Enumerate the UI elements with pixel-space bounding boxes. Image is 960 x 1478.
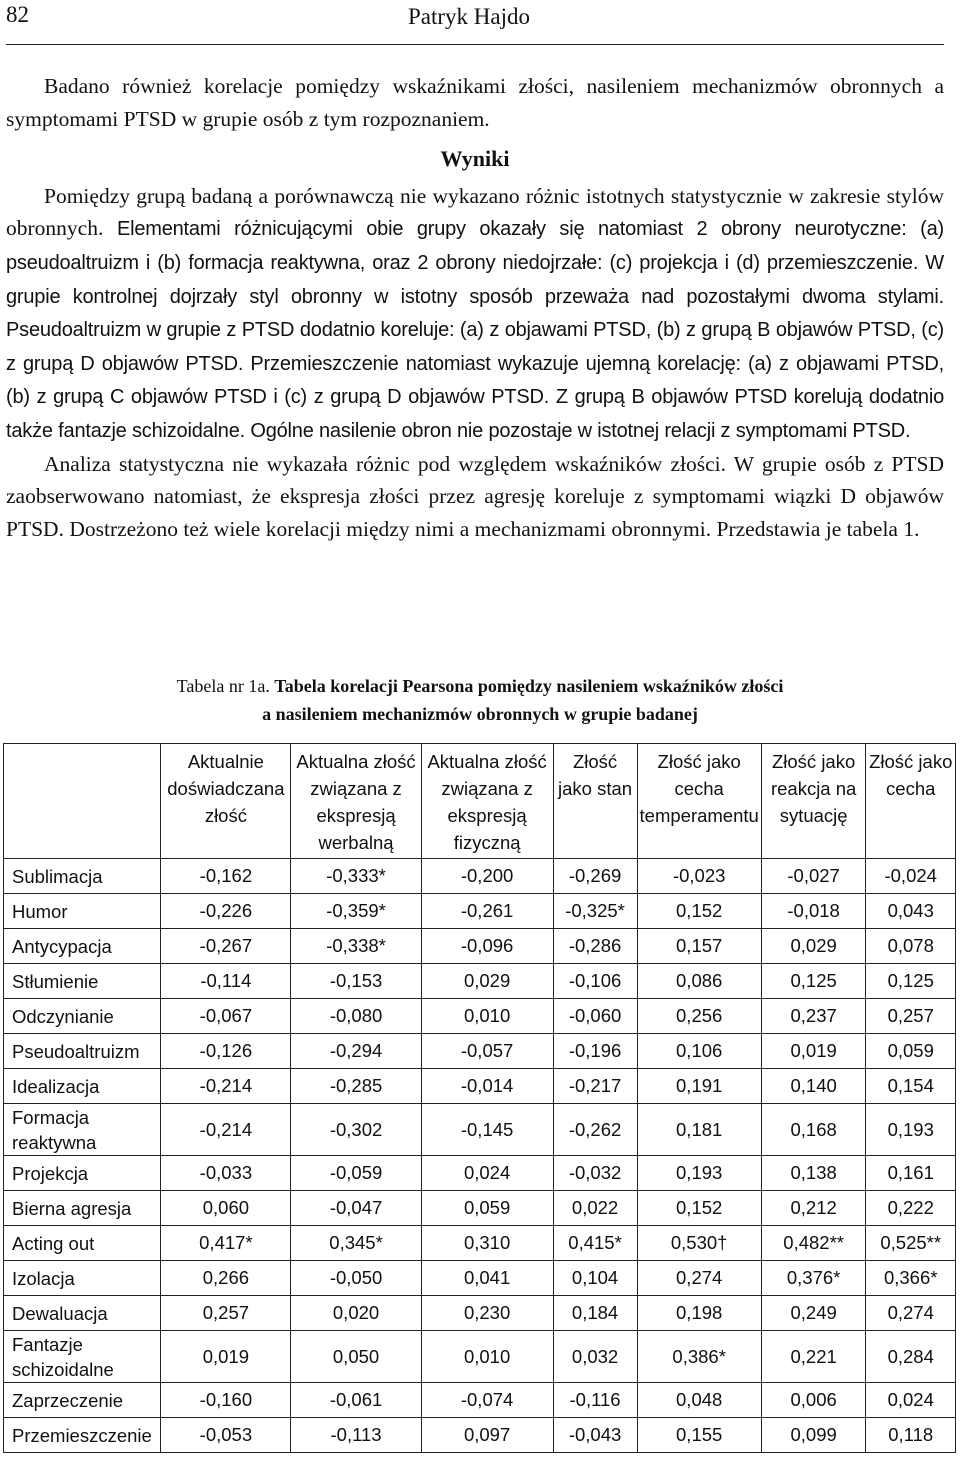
table-cell: 0,019 — [761, 1034, 866, 1069]
table-cell: -0,325* — [553, 894, 637, 929]
table-cell: 0,010 — [421, 999, 553, 1034]
paragraph-anger: Analiza statystyczna nie wykazała różnic pod względem wskaźników złości. W grupie osób z PTSD zaobserwowano natomiast, że ekspresja złości przez agresję koreluje z symptomami wiązki D objawów PTSD. Dostrzeżono też wiele korelacji między nimi a mechanizmami obronnymi. Przedstawia je tabela 1. — [6, 451, 944, 541]
table-cell: -0,126 — [161, 1034, 291, 1069]
table-cell: -0,106 — [553, 964, 637, 999]
table-cell: 0,010 — [421, 1331, 553, 1383]
table-cell: -0,114 — [161, 964, 291, 999]
table-cell: -0,116 — [553, 1383, 637, 1418]
table-cell: 0,099 — [761, 1418, 866, 1453]
table-cell: 0,078 — [866, 929, 956, 964]
table-cell: -0,050 — [291, 1261, 421, 1296]
header-corner — [4, 744, 161, 859]
column-header: Złość jako cecha — [866, 744, 956, 859]
table-cell: 0,024 — [866, 1383, 956, 1418]
table-cell: 0,284 — [866, 1331, 956, 1383]
row-label: Pseudoaltruizm — [4, 1034, 161, 1069]
caption-title-line-2: a nasileniem mechanizmów obronnych w grupie badanej — [262, 704, 698, 724]
table-cell: 0,191 — [637, 1069, 761, 1104]
row-label: Odczynianie — [4, 999, 161, 1034]
table-cell: 0,097 — [421, 1418, 553, 1453]
table-cell: 0,041 — [421, 1261, 553, 1296]
table-cell: -0,033 — [161, 1156, 291, 1191]
row-label: Fantazje schizoidalne — [4, 1331, 161, 1383]
table-cell: -0,153 — [291, 964, 421, 999]
table-cell: -0,286 — [553, 929, 637, 964]
table-cell: -0,060 — [553, 999, 637, 1034]
table-cell: 0,525** — [866, 1226, 956, 1261]
table-row — [4, 1418, 956, 1453]
column-header: Złość jako cecha temperamentu — [637, 744, 761, 859]
row-label: Dewaluacja — [4, 1296, 161, 1331]
table-cell: 0,032 — [553, 1331, 637, 1383]
row-label: Formacja reaktywna — [4, 1104, 161, 1156]
row-label: Projekcja — [4, 1156, 161, 1191]
table-cell: 0,212 — [761, 1191, 866, 1226]
section-heading: Wyniki — [440, 146, 510, 172]
table-row — [4, 1296, 956, 1331]
table-cell: -0,067 — [161, 999, 291, 1034]
table-cell: -0,338* — [291, 929, 421, 964]
table-cell: 0,060 — [161, 1191, 291, 1226]
column-header: Aktualnie doświadczana złość — [161, 744, 291, 859]
row-label: Zaprzeczenie — [4, 1383, 161, 1418]
table-cell: 0,181 — [637, 1104, 761, 1156]
table-cell: 0,086 — [637, 964, 761, 999]
table-cell: -0,014 — [421, 1069, 553, 1104]
table-cell: -0,261 — [421, 894, 553, 929]
table-cell: -0,200 — [421, 859, 553, 894]
caption-label: Tabela nr 1a. — [176, 676, 270, 696]
table-row — [4, 859, 956, 894]
table-cell: 0,257 — [161, 1296, 291, 1331]
row-label: Bierna agresja — [4, 1191, 161, 1226]
table-cell: 0,029 — [761, 929, 866, 964]
table-row — [4, 1383, 956, 1418]
table-cell: 0,106 — [637, 1034, 761, 1069]
table-cell: -0,061 — [291, 1383, 421, 1418]
table-row — [4, 1331, 956, 1383]
table-row — [4, 1226, 956, 1261]
table-cell: -0,057 — [421, 1034, 553, 1069]
table-cell: 0,193 — [637, 1156, 761, 1191]
column-header: Złość jako reakcja na sytuację — [761, 744, 866, 859]
table-cell: -0,226 — [161, 894, 291, 929]
table-cell: 0,168 — [761, 1104, 866, 1156]
table-row — [4, 999, 956, 1034]
table-cell: 0,050 — [291, 1331, 421, 1383]
table-cell: 0,152 — [637, 894, 761, 929]
table-row — [4, 1156, 956, 1191]
table-cell: 0,048 — [637, 1383, 761, 1418]
table-cell: 0,221 — [761, 1331, 866, 1383]
row-label: Sublimacja — [4, 859, 161, 894]
row-label: Idealizacja — [4, 1069, 161, 1104]
table-cell: 0,198 — [637, 1296, 761, 1331]
table-cell: -0,333* — [291, 859, 421, 894]
table-cell: 0,193 — [866, 1104, 956, 1156]
column-header: Złość jako stan — [553, 744, 637, 859]
table-cell: 0,482** — [761, 1226, 866, 1261]
correlation-table — [3, 743, 956, 1453]
table-cell: -0,217 — [553, 1069, 637, 1104]
table-cell: -0,196 — [553, 1034, 637, 1069]
table-row — [4, 1069, 956, 1104]
table-cell: -0,047 — [291, 1191, 421, 1226]
table-cell: 0,256 — [637, 999, 761, 1034]
table-cell: 0,366* — [866, 1261, 956, 1296]
row-label: Stłumienie — [4, 964, 161, 999]
table-cell: -0,269 — [553, 859, 637, 894]
table-cell: 0,530† — [637, 1226, 761, 1261]
table-cell: -0,027 — [761, 859, 866, 894]
row-label: Acting out — [4, 1226, 161, 1261]
table-cell: 0,249 — [761, 1296, 866, 1331]
row-label: Humor — [4, 894, 161, 929]
table-row — [4, 1034, 956, 1069]
table-cell: 0,345* — [291, 1226, 421, 1261]
table-cell: -0,145 — [421, 1104, 553, 1156]
table-cell: 0,059 — [866, 1034, 956, 1069]
table-cell: 0,237 — [761, 999, 866, 1034]
table-cell: -0,285 — [291, 1069, 421, 1104]
table-cell: -0,080 — [291, 999, 421, 1034]
column-header: Aktualna złość związana z ekspresją fizyczną — [421, 744, 553, 859]
table-cell: 0,415* — [553, 1226, 637, 1261]
table-cell: 0,417* — [161, 1226, 291, 1261]
paragraph-results-rest: Elementami różnicującymi obie grupy okazały się natomiast 2 obrony neurotyczne: (a) pseudoaltruizm i (b) formacja reaktywna, oraz 2 obrony niedojrzałe: (c) projekcja i (d) przemieszczenie. W grupie kontrolnej dojrzały styl obronny w istotny sposób przeważa nad pozostałymi dwoma stylami. Pseudoaltruizm w grupie z PTSD dodatnio koreluje: (a) z objawami PTSD, (b) z grupą B objawów PTSD, (c) z grupą D objawów PTSD. Przemieszczenie natomiast wykazuje ujemną korelację: (a) z objawami PTSD, (b) z grupą C objawów PTSD i (c) z grupą D objawów PTSD. Z grupą B objawów PTSD korelują dodatnio także fantazje schizoidalne. Ogólne nasilenie obron nie pozostaje w istotnej relacji z symptomami PTSD. — [6, 218, 945, 442]
table-row — [4, 1191, 956, 1226]
table-cell: -0,162 — [161, 859, 291, 894]
table-cell: 0,184 — [553, 1296, 637, 1331]
table-cell: -0,018 — [761, 894, 866, 929]
table-cell: 0,006 — [761, 1383, 866, 1418]
table-cell: 0,024 — [421, 1156, 553, 1191]
table-cell: 0,118 — [866, 1418, 956, 1453]
table-cell: 0,020 — [291, 1296, 421, 1331]
row-label: Antycypacja — [4, 929, 161, 964]
table-cell: 0,157 — [637, 929, 761, 964]
page-header — [6, 0, 944, 45]
caption-title-line-1: Tabela korelacji Pearsona pomiędzy nasileniem wskaźników złości — [274, 676, 784, 696]
table-cell: 0,161 — [866, 1156, 956, 1191]
table-cell: 0,059 — [421, 1191, 553, 1226]
table-cell: 0,019 — [161, 1331, 291, 1383]
table-cell: 0,125 — [761, 964, 866, 999]
table-cell: 0,310 — [421, 1226, 553, 1261]
table-cell: 0,104 — [553, 1261, 637, 1296]
paragraph-results — [6, 180, 944, 448]
table-cell: -0,294 — [291, 1034, 421, 1069]
table-cell: -0,302 — [291, 1104, 421, 1156]
table-cell: -0,074 — [421, 1383, 553, 1418]
table-header-row — [4, 744, 956, 859]
running-title: Patryk Hajdo — [408, 4, 531, 29]
table-cell: 0,266 — [161, 1261, 291, 1296]
table-cell: -0,214 — [161, 1069, 291, 1104]
table-cell: -0,160 — [161, 1383, 291, 1418]
table-cell: 0,386* — [637, 1331, 761, 1383]
table-cell: -0,023 — [637, 859, 761, 894]
table-cell: 0,274 — [637, 1261, 761, 1296]
table-cell: 0,155 — [637, 1418, 761, 1453]
table-cell: 0,125 — [866, 964, 956, 999]
page-number: 82 — [6, 2, 29, 27]
row-label: Izolacja — [4, 1261, 161, 1296]
table-cell: 0,140 — [761, 1069, 866, 1104]
table-row — [4, 1261, 956, 1296]
table-cell: 0,029 — [421, 964, 553, 999]
table-cell: -0,053 — [161, 1418, 291, 1453]
column-header: Aktualna złość związana z ekspresją werbalną — [291, 744, 421, 859]
table-cell: 0,274 — [866, 1296, 956, 1331]
table-row — [4, 894, 956, 929]
table-cell: 0,152 — [637, 1191, 761, 1226]
caption-line-1 — [0, 672, 960, 700]
table-cell: -0,096 — [421, 929, 553, 964]
table-row — [4, 964, 956, 999]
table-cell: -0,359* — [291, 894, 421, 929]
body-text — [6, 70, 944, 545]
table-row — [4, 1104, 956, 1156]
table-row — [4, 929, 956, 964]
table-cell: 0,222 — [866, 1191, 956, 1226]
table-cell: -0,214 — [161, 1104, 291, 1156]
table-caption — [0, 672, 960, 728]
table-cell: -0,059 — [291, 1156, 421, 1191]
table-cell: -0,262 — [553, 1104, 637, 1156]
paragraph-results-first: Pomiędzy grupą badaną a porównawczą nie wykazano różnic istotnych statystycznie w zakresie stylów obronnych. — [6, 183, 944, 241]
table-cell: 0,154 — [866, 1069, 956, 1104]
paragraph-intro: Badano również korelacje pomiędzy wskaźnikami złości, nasileniem mechanizmów obronnych a symptomami PTSD w grupie osób z tym rozpoznaniem. — [6, 74, 944, 131]
row-label: Przemieszczenie — [4, 1418, 161, 1453]
table-cell: 0,138 — [761, 1156, 866, 1191]
table-cell: -0,113 — [291, 1418, 421, 1453]
table-cell: -0,024 — [866, 859, 956, 894]
table-cell: 0,230 — [421, 1296, 553, 1331]
table-cell: -0,043 — [553, 1418, 637, 1453]
table-cell: -0,032 — [553, 1156, 637, 1191]
table-cell: 0,376* — [761, 1261, 866, 1296]
table-cell: -0,267 — [161, 929, 291, 964]
table-cell: 0,043 — [866, 894, 956, 929]
table-cell: 0,257 — [866, 999, 956, 1034]
table-cell: 0,022 — [553, 1191, 637, 1226]
